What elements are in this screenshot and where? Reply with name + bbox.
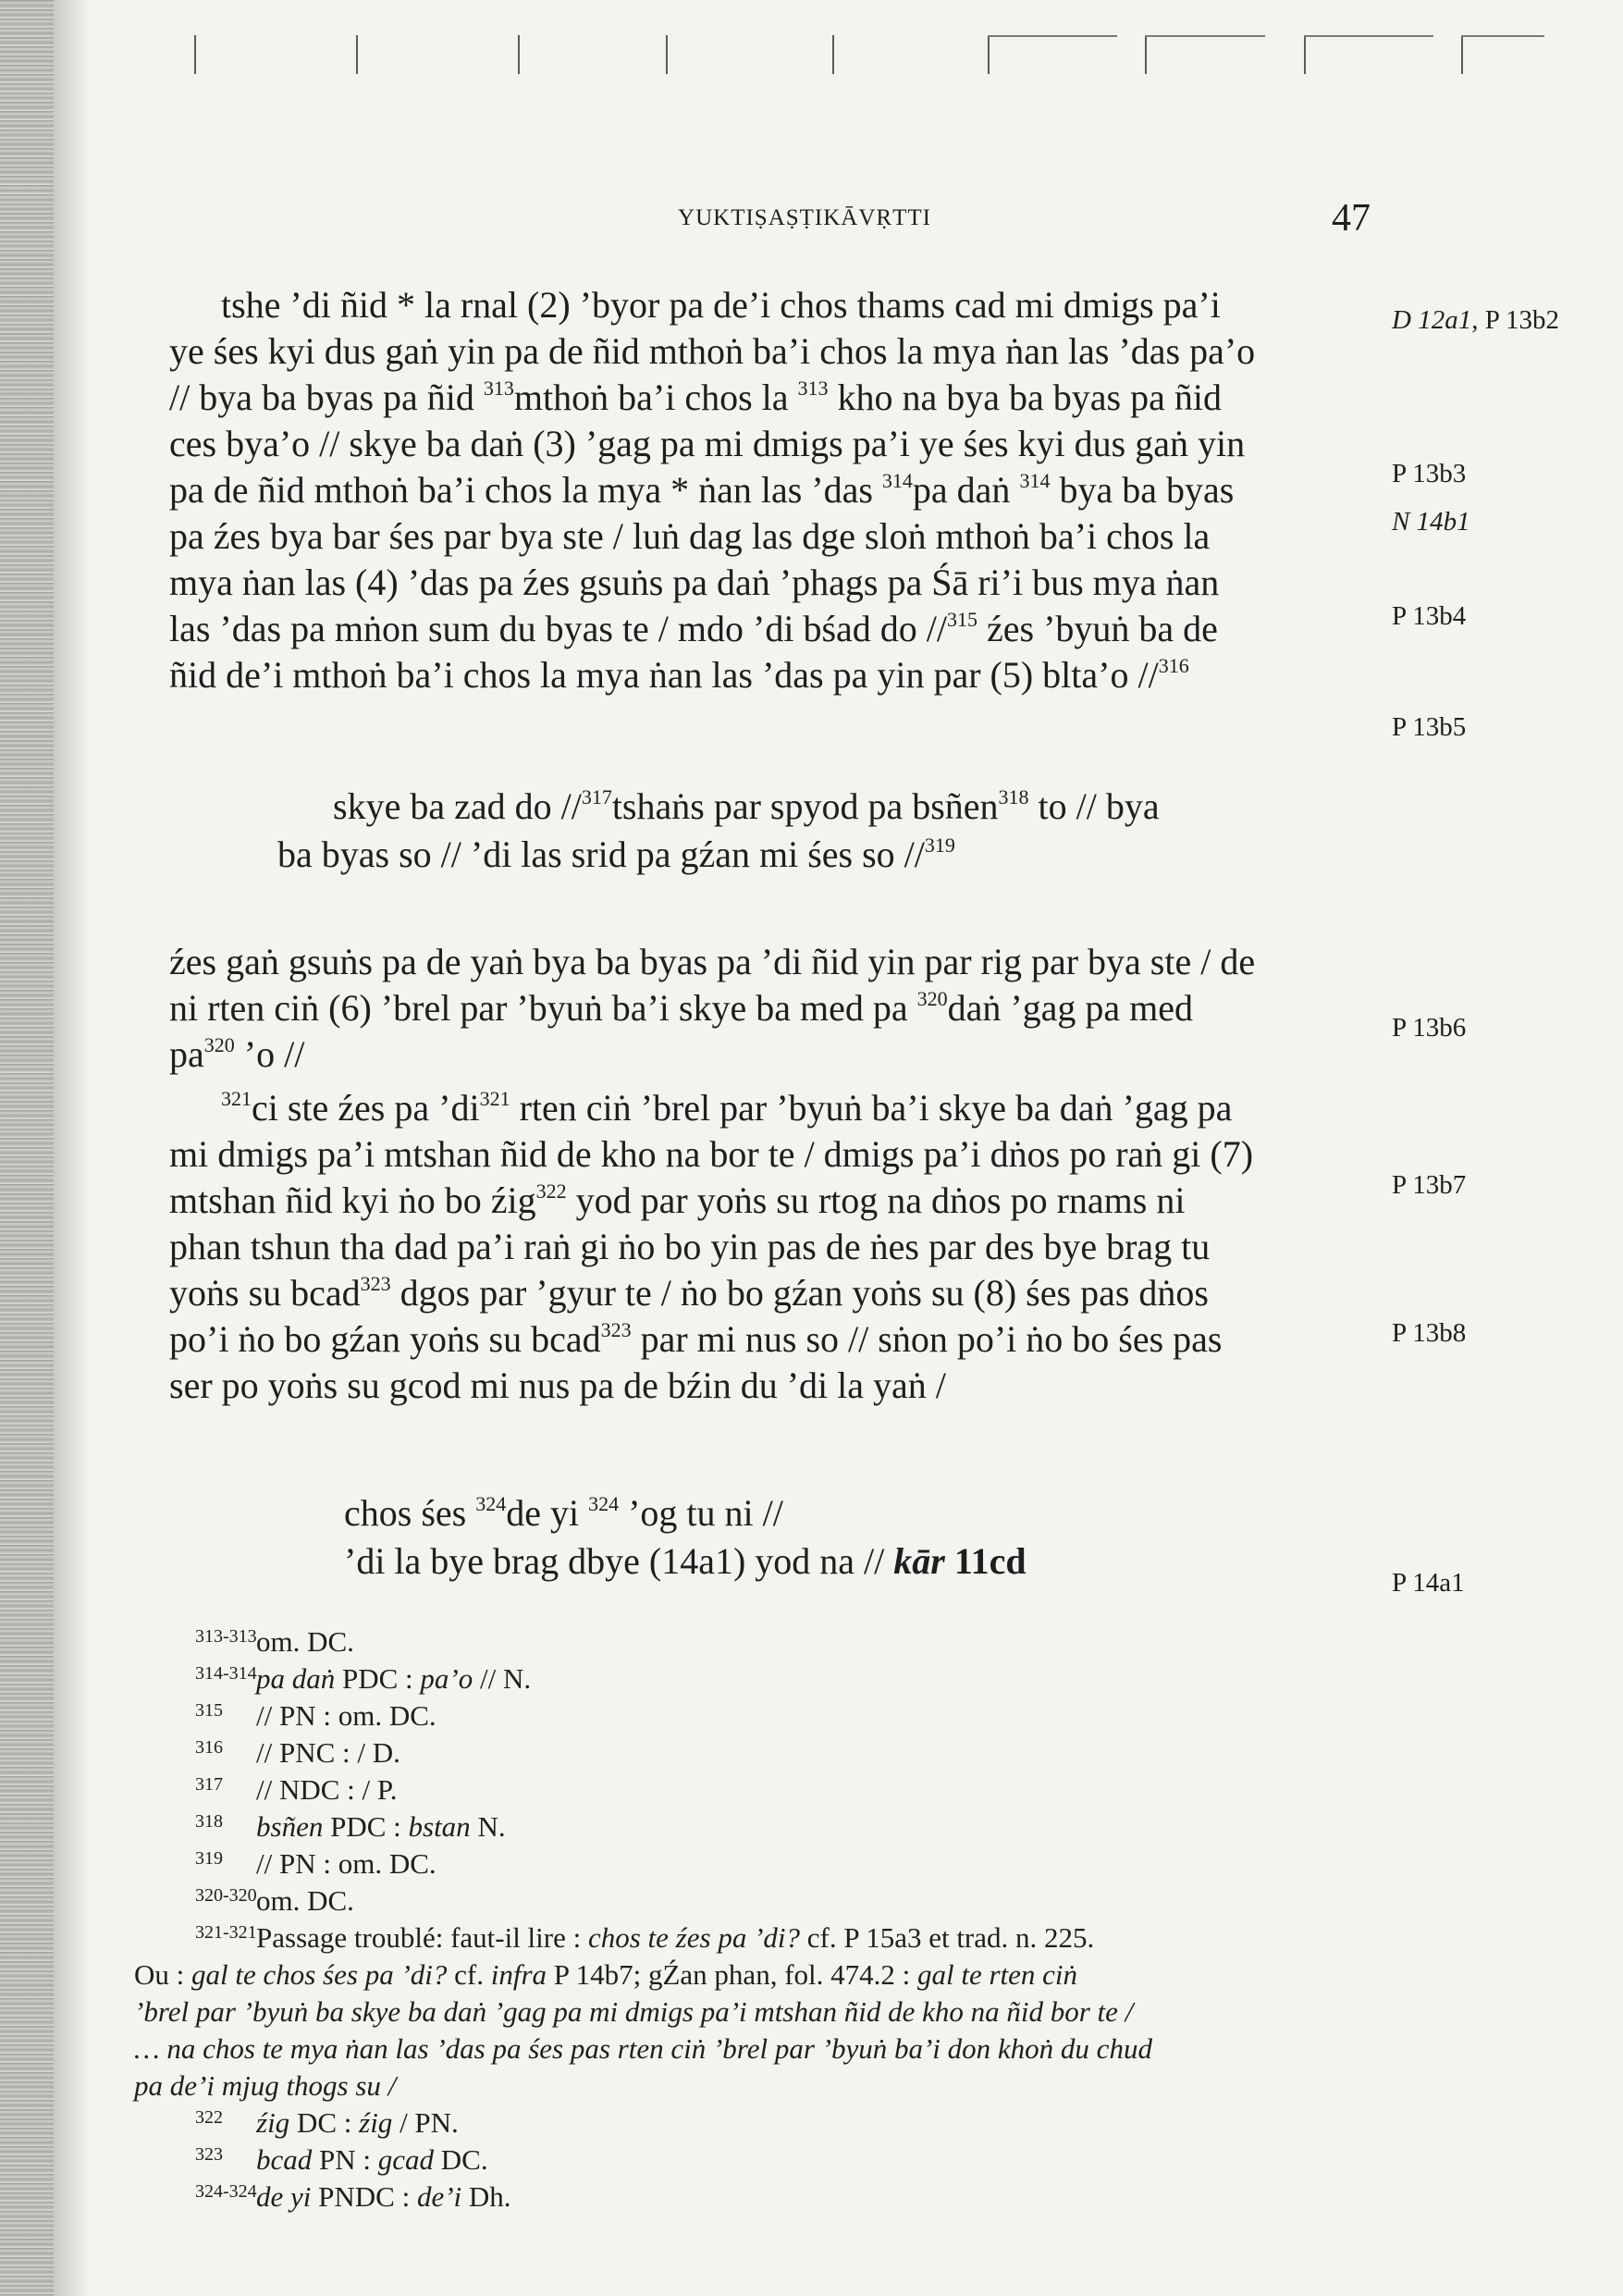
text-line: ye śes kyi dus gaṅ yin pa de ñid mthoṅ ba’i chos la mya ṅan las ’das pa’o <box>169 330 1256 372</box>
text-line: ni rten ciṅ (6) ’brel par ’byuṅ ba’i skye ba med pa $^{320}$daṅ ’gag pa med <box>169 987 1194 1029</box>
margin-ref: P 13b7 <box>1392 1170 1467 1200</box>
margin-ref: P 13b3 <box>1392 459 1467 488</box>
footnotes <box>134 1623 1355 2216</box>
karika-number: 11cd <box>944 1540 1027 1582</box>
edge-mark <box>518 35 520 74</box>
footnote: 320-320 om. DC. <box>195 1884 354 1917</box>
binding-fade <box>54 0 91 2296</box>
footnote: 313-313 om. DC. <box>195 1625 354 1658</box>
text-line: mya ṅan las (4) ’das pa źes gsuṅs pa daṅ ’phags pa Śā ri’i bus mya ṅan <box>169 562 1220 603</box>
edge-mark <box>988 35 1117 37</box>
edge-mark <box>1304 35 1306 74</box>
edge-mark <box>1461 35 1463 74</box>
margin-ref: P 13b8 <box>1392 1318 1467 1348</box>
running-title: YUKTIṢAṢṬIKĀVṚTTI <box>678 205 931 230</box>
edge-mark <box>356 35 358 74</box>
verse-line: ’di la bye brag dbye (14a1) yod na // kār 11cd <box>344 1540 1027 1582</box>
verse-line: chos śes $^{324}$de yi $^{324}$ ’og tu ni // <box>344 1492 783 1534</box>
edge-mark <box>1145 35 1265 37</box>
text-line: $^{321}$ci ste źes pa $’di^{321}$ rten ciṅ ’brel par ’byuṅ ba’i skye ba daṅ ’gag pa <box>221 1087 1233 1129</box>
verse-1 <box>277 783 1160 879</box>
edge-mark <box>194 35 196 74</box>
verse-line: ba byas so // ’di las srid pa gźan mi śes so //$^{319}$ <box>277 833 955 875</box>
verse-2 <box>344 1489 1027 1586</box>
footnote-continuation: Ou : gal te chos śes pa ’di? cf. infra P 14b7; gŹan phan, fol. 474.2 : gal te rten ciṅ <box>134 1958 1078 1991</box>
edge-mark <box>666 35 668 74</box>
edge-mark <box>832 35 834 74</box>
footnote-continuation: ’brel par ’byuṅ ba skye ba daṅ ’gag pa mi dmigs pa’i mtshan ñid de kho na ñid bor te / <box>134 1995 1134 2028</box>
text-line: ser po yoṅs su gcod mi nus pa de bźin du ’di la yaṅ / <box>169 1364 946 1406</box>
footnote-continuation: pa de’i mjug thogs su / <box>134 2069 397 2102</box>
text-line: las ’das pa mṅon sum du byas te / mdo ’di bśad do //$^{315}$ źes ’byuṅ ba de <box>169 608 1218 649</box>
footnote: 321-321 Passage troublé: faut-il lire : chos te źes pa ’di? cf. P 15a3 et trad. n. 225. <box>195 1921 1095 1954</box>
margin-ref: P 13b5 <box>1392 712 1467 742</box>
text-line: źes gaṅ gsuṅs pa de yaṅ bya ba byas pa ’di ñid yin par rig par bya ste / de <box>169 941 1256 982</box>
paragraph-2 <box>169 939 1371 1078</box>
paragraph-3 <box>169 1085 1371 1409</box>
footnote: 324-324 de yi PNDC : de’i Dh. <box>195 2180 511 2213</box>
footnote: 322 źig DC : źig / PN. <box>195 2106 459 2139</box>
text-line: ñid de’i mthoṅ ba’i chos la mya ṅan las ’das pa yin par (5) blta’o //$^{316}$ <box>169 654 1189 696</box>
margin-ref: P 13b6 <box>1392 1013 1467 1043</box>
footnote: 316 // PNC : / D. <box>195 1736 400 1769</box>
edge-mark <box>1461 35 1544 37</box>
text-line: pa de ñid mthoṅ ba’i chos la mya * ṅan las ’das $^{314}$pa daṅ $^{314}$ bya ba byas <box>169 469 1235 511</box>
karika-label: kār <box>893 1540 945 1582</box>
footnote: 314-314 pa daṅ PDC : pa’o // N. <box>195 1662 532 1695</box>
text-line: phan tshun tha dad pa’i raṅ gi ṅo bo yin pas de ṅes par des bye brag tu <box>169 1226 1211 1267</box>
book-binding-shadow <box>0 0 54 2296</box>
paragraph-1 <box>169 282 1371 698</box>
margin-ref: P 13b4 <box>1392 601 1467 631</box>
page-number: 47 <box>1332 197 1371 240</box>
footnote: 315 // PN : om. DC. <box>195 1699 436 1732</box>
text-line: $pa^{320}$ ’o // <box>169 1033 305 1075</box>
footnote: 323 bcad PN : gcad DC. <box>195 2143 488 2176</box>
text-line: tshe ’di ñid * la rnal (2) ’byor pa de’i chos thams cad mi dmigs pa’i <box>221 284 1221 326</box>
footnote: 319 // PN : om. DC. <box>195 1847 436 1880</box>
margin-ref: P 14a1 <box>1392 1568 1465 1598</box>
footnote: 317 // NDC : / P. <box>195 1773 398 1806</box>
footnote-continuation: … na chos te mya ṅan las ’das pa śes pas rten ciṅ ’brel par ’byuṅ ba’i don khoṅ du chud <box>134 2032 1152 2065</box>
text-line: po’i ṅo bo gźan yoṅs su bcad$^{323}$ par mi nus so // sṅon po’i ṅo bo śes pas <box>169 1318 1223 1360</box>
text-line: mi dmigs pa’i mtshan ñid de kho na bor te / dmigs pa’i dṅos po raṅ gi (7) <box>169 1133 1254 1175</box>
text-line: yoṅs su bcad$^{323}$ dgos par ’gyur te / ṅo bo gźan yoṅs su (8) śes pas dṅos <box>169 1272 1209 1314</box>
margin-ref: D 12a1, P 13b2 <box>1392 305 1560 335</box>
margin-ref: N 14b1 <box>1392 507 1470 537</box>
text-line: pa źes bya bar śes par bya ste / luṅ dag las dge sloṅ mthoṅ ba’i chos la <box>169 515 1211 557</box>
edge-mark <box>1145 35 1147 74</box>
verse-line: skye ba zad do //$^{317}$tshaṅs par spyod pa bsñen$^{318}$ to // bya <box>333 785 1160 827</box>
text-line: // bya ba byas pa ñid $^{313}$mthoṅ ba’i chos la $^{313}$ kho na bya ba byas pa ñid <box>169 376 1222 418</box>
edge-mark <box>988 35 990 74</box>
text-line: ces bya’o // skye ba daṅ (3) ’gag pa mi dmigs pa’i ye śes kyi dus gaṅ yin <box>169 423 1246 464</box>
edge-mark <box>1304 35 1433 37</box>
footnote: 318 bsñen PDC : bstan N. <box>195 1810 506 1843</box>
text-line: mtshan ñid kyi ṅo bo źig$^{322}$ yod par yoṅs su rtog na dṅos po rnams ni <box>169 1179 1186 1221</box>
